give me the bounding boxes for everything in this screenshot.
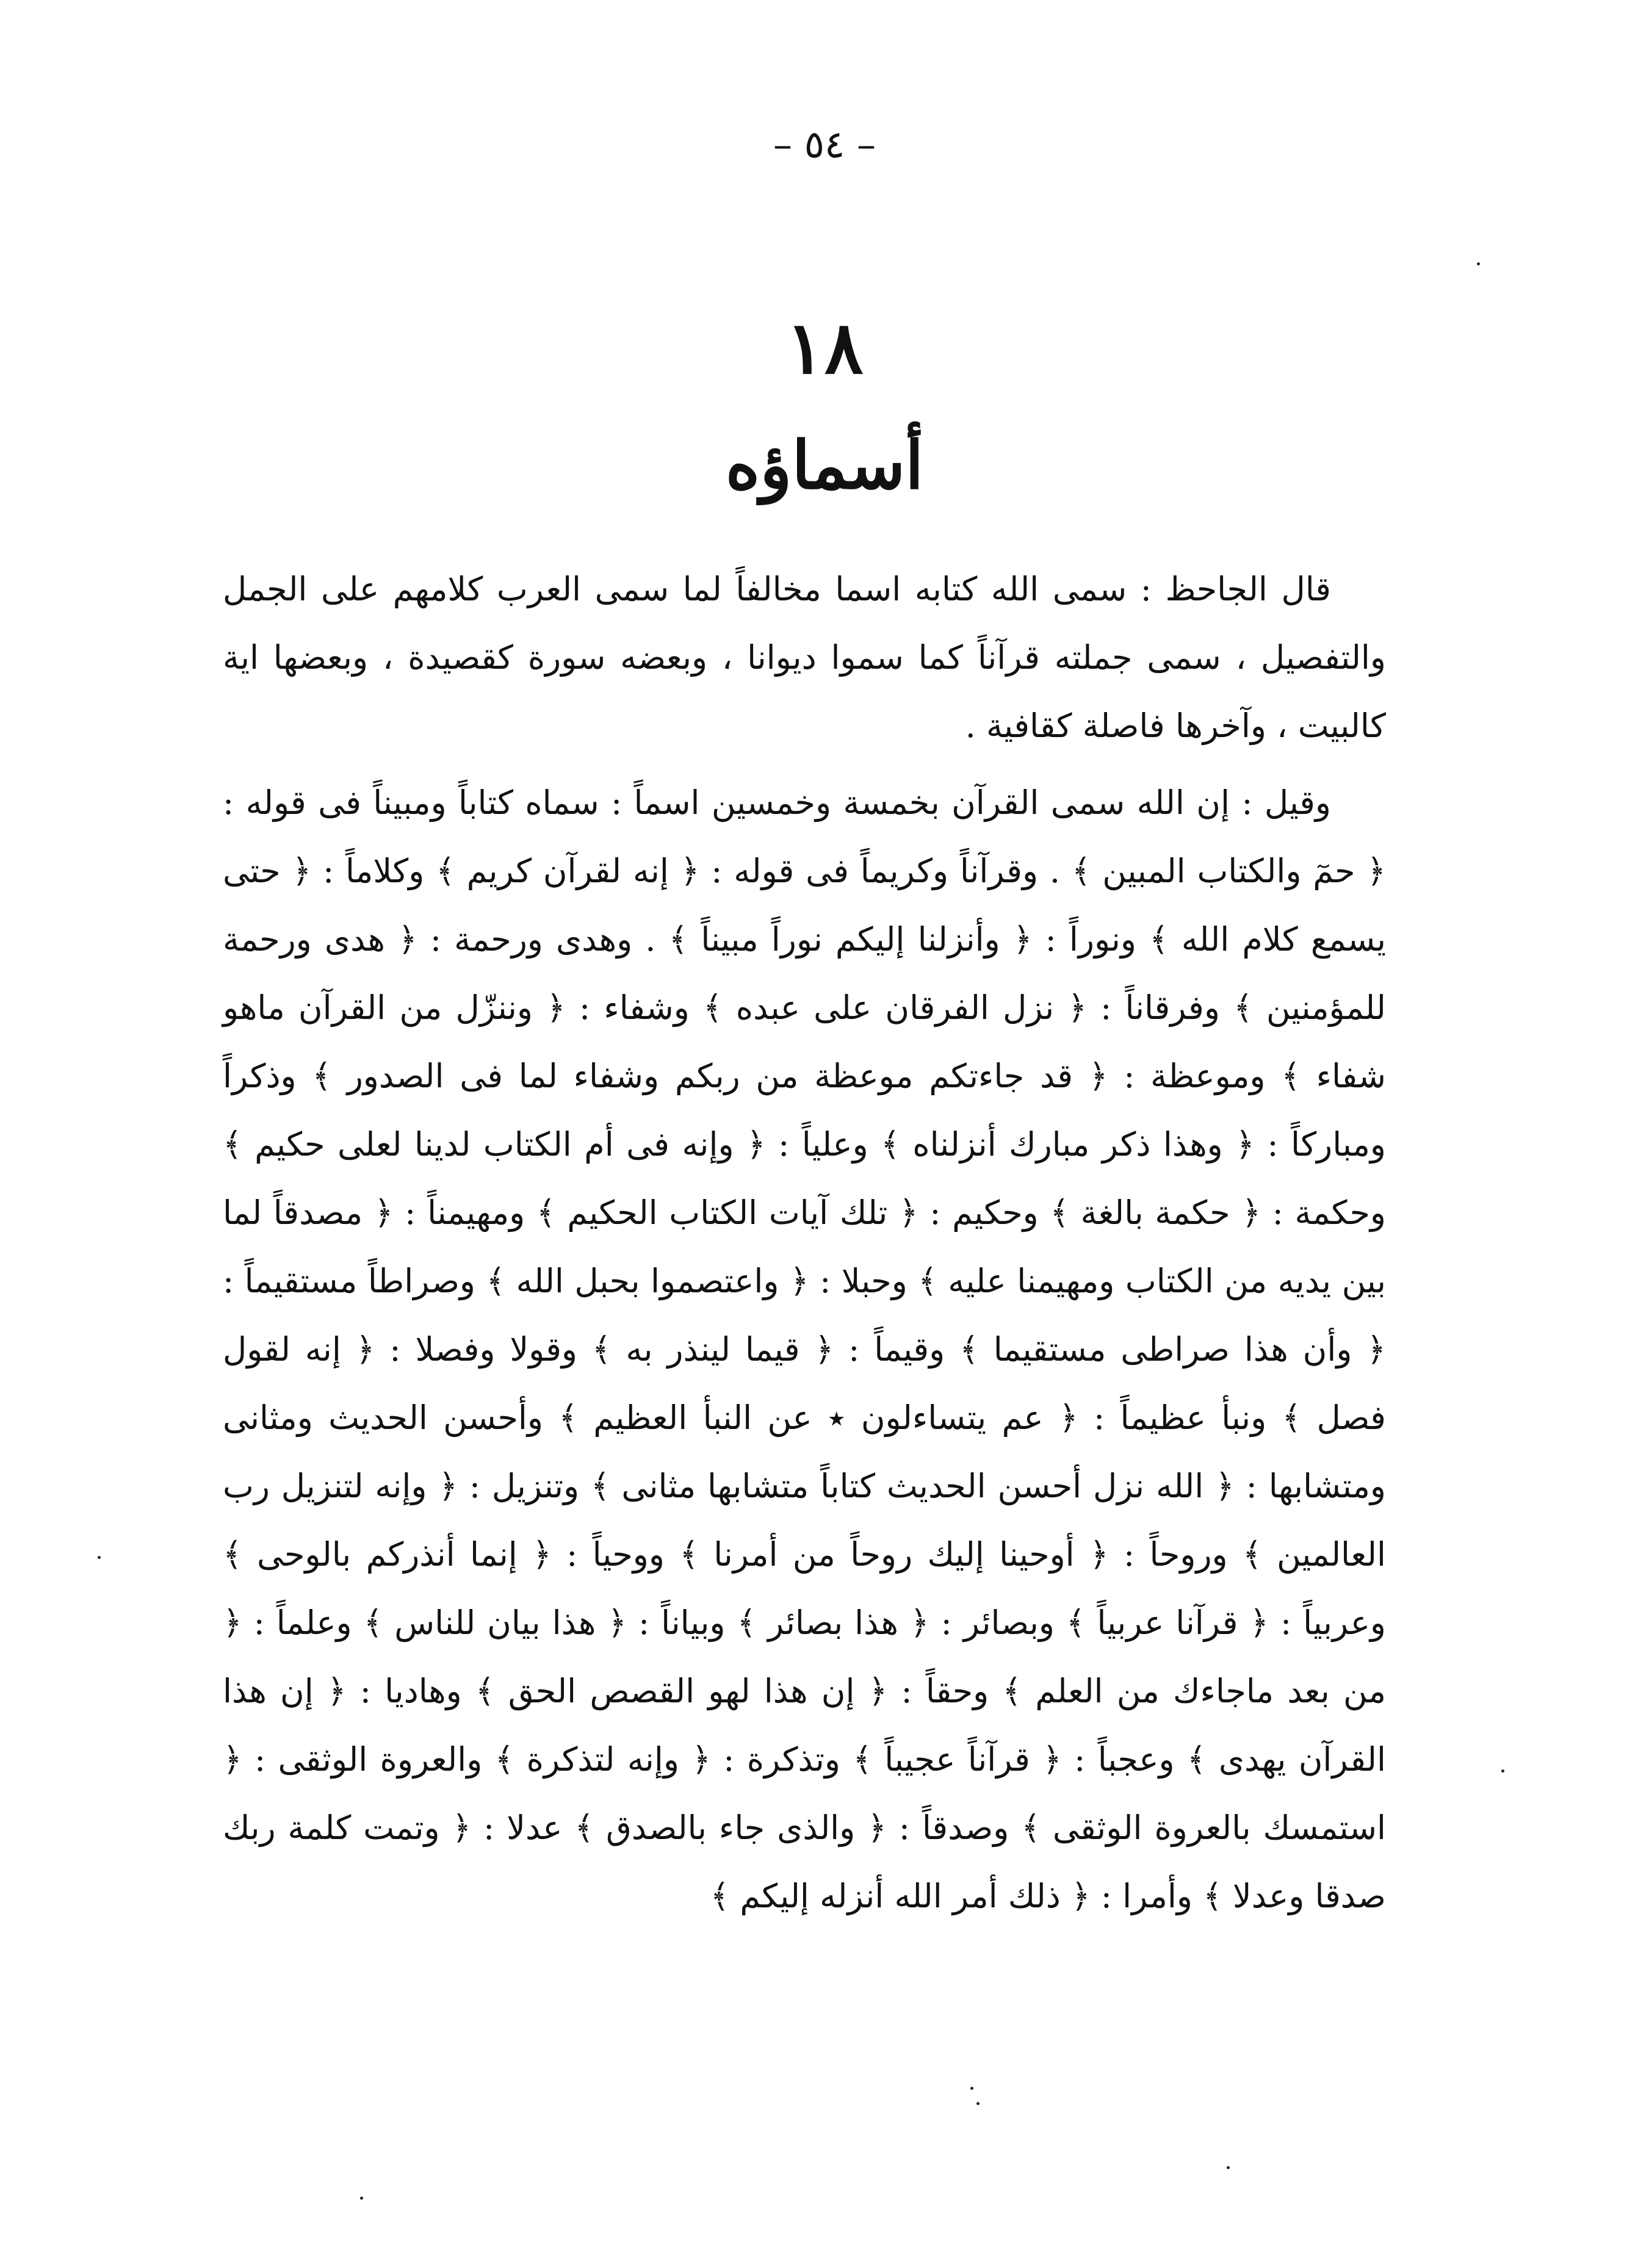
paragraph-text: قال الجاحظ : سمى الله كتابه اسما مخالفاً لما سمى العرب كلامهم على الجمل والتفصيل ، سمى جملته قرآناً كما سموا ديوانا ، وبعضه سورة كقصيدة ، وبعضها اية كالبيت ، وآخرها فاصلة كقافية . (223, 570, 1386, 745)
scan-speck (1477, 262, 1480, 265)
scan-speck (976, 2102, 980, 2105)
scan-speck (360, 2197, 363, 2200)
chapter-title: أسماؤه (725, 427, 924, 504)
page-number: – ٥٤ – (773, 122, 876, 167)
chapter-number: ١٨ (785, 305, 864, 390)
paragraph-jahiz (223, 555, 1386, 760)
scan-speck (1501, 1769, 1504, 1773)
paragraph-names-list (223, 769, 1386, 1931)
scan-speck (98, 1556, 101, 1559)
scan-speck (970, 2087, 973, 2090)
paragraph-text: وقيل : إن الله سمى القرآن بخمسة وخمسين اسماً : سماه كتاباً ومبيناً فى قوله : ﴿ حمٓ والكتاب المبين ﴾ . وقرآناً وكريماً فى قوله : ﴿ إنه لقرآن كريم ﴾ وكلاماً : ﴿ حتى يسمع كلام الله ﴾ ونوراً : ﴿ وأنزلنا إليكم نوراً مبيناً ﴾ . وهدى ورحمة : ﴿ هدى ورحمة للمؤمنين ﴾ وفرقاناً : ﴿ نزل الفرقان على عبده ﴾ وشفاء : ﴿ وننزّل من القرآن ماهو شفاء ﴾ وموعظة : ﴿ قد جاءتكم موعظة من ربكم وشفاء لما فى الصدور ﴾ وذكراً ومباركاً : ﴿ وهذا ذكر مبارك أنزلناه ﴾ وعلياً : ﴿ وإنه فى أم الكتاب لدينا لعلى حكيم ﴾ وحكمة : ﴿ حكمة بالغة ﴾ وحكيم : ﴿ تلك آيات الكتاب الحكيم ﴾ ومهيمناً : ﴿ مصدقاً لما بين يديه من الكتاب ومهيمنا عليه ﴾ وحبلا : ﴿ واعتصموا بحبل الله ﴾ وصراطاً مستقيماً : ﴿ وأن هذا صراطى مستقيما ﴾ وقيماً : ﴿ قيما لينذر به ﴾ وقولا وفصلا : ﴿ إنه لقول فصل ﴾ ونبأ عظيماً : ﴿ عم يتساءلون ٭ عن النبأ العظيم ﴾ وأحسن الحديث ومثانى ومتشابها : ﴿ الله نزل أحسن الحديث كتاباً متشابها مثانى ﴾ وتنزيل : ﴿ وإنه لتنزيل رب العالمين ﴾ وروحاً : ﴿ أوحينا إليك روحاً من أمرنا ﴾ ووحياً : ﴿ إنما أنذركم بالوحى ﴾ وعربياً : ﴿ قرآنا عربياً ﴾ وبصائر : ﴿ هذا بصائر ﴾ وبياناً : ﴿ هذا بيان للناس ﴾ وعلماً : ﴿ من بعد ماجاءك من العلم ﴾ وحقاً : ﴿ إن هذا لهو القصص الحق ﴾ وهاديا : ﴿ إن هذا القرآن يهدى ﴾ وعجباً : ﴿ قرآناً عجيباً ﴾ وتذكرة : ﴿ وإنه لتذكرة ﴾ والعروة الوثقى : ﴿ استمسك بالعروة الوثقى ﴾ وصدقاً : ﴿ والذى جاء بالصدق ﴾ عدلا : ﴿ وتمت كلمة ربك صدقا وعدلا ﴾ وأمرا : ﴿ ذلك أمر الله أنزله إليكم ﴾ (223, 783, 1386, 1915)
scan-speck (1227, 2166, 1230, 2169)
